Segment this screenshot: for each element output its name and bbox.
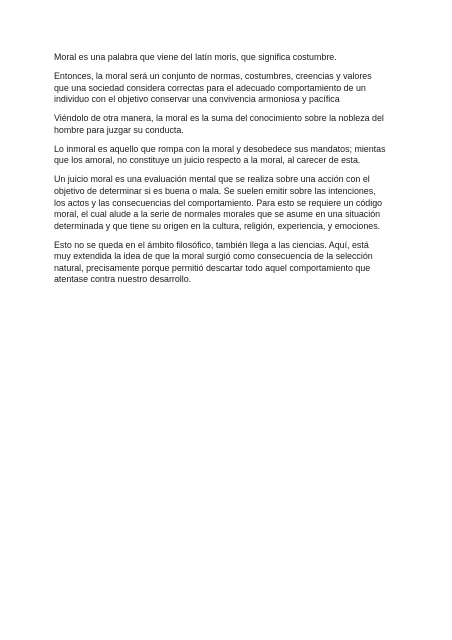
text-line: Viéndolo de otra manera, la moral es la suma del conocimiento sobre la nobleza del	[54, 113, 384, 124]
text-line: objetivo de determinar si es buena o mala. Se suelen emitir sobre las intenciones,	[54, 185, 376, 196]
paragraph-4	[54, 144, 399, 167]
text-line: Moral es una palabra que viene del latín moris, que significa costumbre.	[54, 52, 337, 62]
text-line: que los amoral, no constituye un juicio respecto a la moral, al carecer de esta.	[54, 155, 361, 166]
paragraph-2	[54, 71, 399, 106]
text-line: natural, precisamente porque permitió descartar todo aquel comportamiento que	[54, 262, 371, 273]
text-line: Un juicio moral es una evaluación mental que se realiza sobre una acción con el	[54, 174, 370, 185]
text-line: hombre para juzgar su conducta.	[54, 124, 184, 135]
paragraph-1	[54, 52, 399, 64]
text-line: Esto no se queda en el ámbito filosófico, también llega a las ciencias. Aquí, está	[54, 239, 369, 250]
text-line: determinada y que tiene su origen en la cultura, religión, experiencia, y emociones.	[54, 220, 381, 231]
text-line: los actos y las consecuencias del comportamiento. Para esto se requiere un código	[54, 197, 383, 208]
text-line: Lo inmoral es aquello que rompa con la moral y desobedece sus mandatos; mientas	[54, 143, 386, 154]
text-line: que una sociedad considera correctas para el adecuado comportamiento de un	[54, 82, 366, 93]
text-line: Entonces, la moral será un conjunto de normas, costumbres, creencias y valores	[54, 70, 372, 81]
text-line: muy extendida la idea de que la moral surgió como consecuencia de la selección	[54, 251, 373, 262]
paragraph-6	[54, 240, 399, 286]
paragraph-5	[54, 174, 399, 232]
text-line: atentase contra nuestro desarrollo.	[54, 274, 192, 285]
text-line: individuo con el objetivo conservar una convivencia armoniosa y pacífica	[54, 94, 340, 105]
text-line: moral, el cual alude a la serie de normales morales que se asume en una situación	[54, 209, 381, 220]
document-body	[54, 52, 399, 293]
paragraph-3	[54, 113, 399, 136]
